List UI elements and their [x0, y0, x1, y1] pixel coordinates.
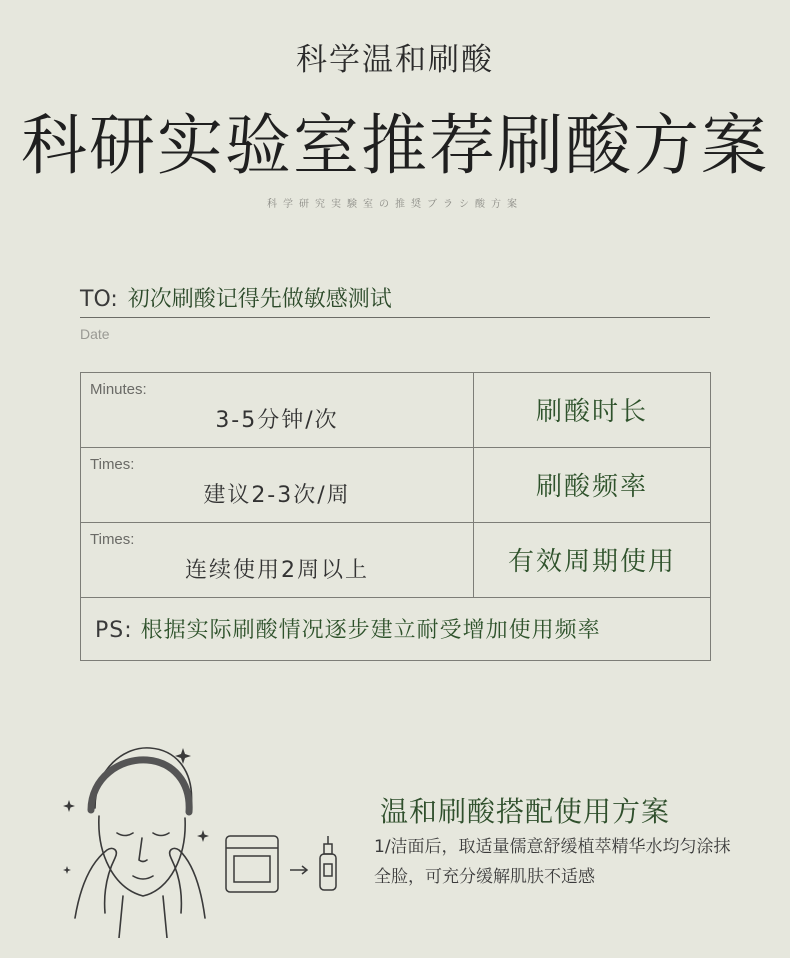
japanese-subtitle: 科学研究実験室の推奨ブラシ酸方案 [267, 199, 523, 210]
table-row [81, 447, 711, 522]
date-label: Date [80, 326, 110, 342]
table-cell-left [81, 373, 474, 448]
table-cell-left [81, 522, 474, 597]
row-value: 建议2-3次/周 [203, 482, 351, 508]
page-title: 科研实验室推荐刷酸方案 [21, 107, 769, 184]
ps-text: 根据实际刷酸情况逐步建立耐受增加使用频率 [140, 618, 601, 644]
row-right-label: 有效周期使用 [474, 522, 711, 597]
to-prefix: TO: [80, 287, 118, 312]
table-cell-left [81, 447, 474, 522]
product-illustration [222, 830, 352, 900]
row-label: Times: [90, 530, 135, 548]
face-illustration [55, 738, 215, 938]
page-subtitle: 科学温和刷酸 [296, 42, 494, 78]
bottom-description: 1/洁面后，取适量儒意舒缓植萃精华水均匀涂抹全脸，可充分缓解肌肤不适感 [374, 837, 731, 887]
row-right-label: 刷酸频率 [474, 447, 711, 522]
plan-table [80, 372, 711, 661]
to-text: 初次刷酸记得先做敏感测试 [127, 287, 392, 312]
row-label: Times: [90, 455, 135, 473]
table-row [81, 522, 711, 597]
table-row-ps [81, 597, 711, 660]
row-value: 3-5分钟/次 [215, 408, 339, 433]
row-value: 连续使用2周以上 [185, 557, 369, 583]
ps-prefix: PS: [95, 618, 133, 644]
bottom-title: 温和刷酸搭配使用方案 [380, 795, 671, 828]
table-row [81, 373, 711, 448]
ps-cell [81, 597, 711, 660]
row-label: Minutes: [90, 381, 147, 398]
to-line [80, 282, 710, 318]
row-right-label: 刷酸时长 [474, 373, 711, 448]
